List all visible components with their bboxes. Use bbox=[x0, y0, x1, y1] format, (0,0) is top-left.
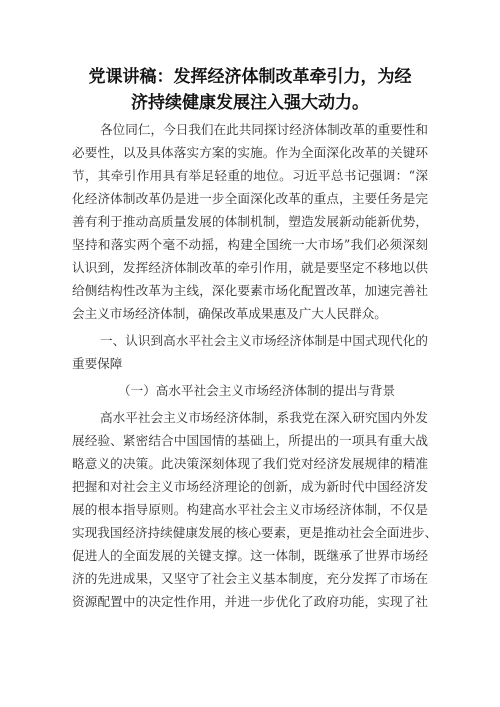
intro-paragraph-line: 化经济体制改革仍是进一步全面深化改革的重点，主要任务是完 bbox=[72, 191, 428, 206]
intro-paragraph-line: 认识到，发挥经济体制改革的牵引作用，就是要坚定不移地以供 bbox=[72, 260, 428, 275]
intro-paragraph-line: 必要性，以及具体落实方案的实施。作为全面深化改革的关键环 bbox=[72, 145, 428, 160]
intro-paragraph-line: 节，其牵引作用具有举足轻重的地位。习近平总书记强调：“深 bbox=[72, 168, 428, 183]
document-title-line-2: 济持续健康发展注入强大动力。 bbox=[131, 93, 369, 113]
intro-paragraph-line: 会主义市场经济体制，确保改革成果惠及广大人民群众。 bbox=[72, 306, 387, 321]
intro-paragraph-line: 各位同仁，今日我们在此共同探讨经济体制改革的重要性和 bbox=[100, 122, 428, 137]
body-paragraph-line: 资源配置中的决定性作用，并进一步优化了政府功能，实现了社 bbox=[72, 594, 428, 609]
intro-paragraph-line: 坚持和落实两个毫不动摇，构建全国统一大市场”我们必须深刻 bbox=[72, 237, 428, 252]
body-paragraph-line: 略意义的决策。此决策深刻体现了我们党对经济发展规律的精准 bbox=[72, 456, 428, 471]
body-paragraph-line: 高水平社会主义市场经济体制，系我党在深入研究国内外发 bbox=[100, 410, 428, 425]
body-paragraph-line: 把握和对社会主义市场经济理论的创新，成为新时代中国经济发 bbox=[72, 479, 428, 494]
document-title-line-1: 党课讲稿：发挥经济体制改革牵引力，为经 bbox=[88, 67, 412, 87]
section-heading: 一、认识到高水平社会主义市场经济体制是中国式现代化的 bbox=[100, 333, 428, 348]
subsection-heading: （一）高水平社会主义市场经济体制的提出与背景 bbox=[118, 383, 396, 398]
section-heading-continuation: 重要保障 bbox=[72, 356, 123, 371]
intro-paragraph-line: 给侧结构性改革为主线，深化要素市场化配置改革，加速完善社 bbox=[72, 283, 428, 298]
intro-paragraph-line: 善有利于推动高质量发展的体制机制，塑造发展新动能新优势， bbox=[72, 214, 428, 229]
body-paragraph-line: 展的根本指导原则。构建高水平社会主义市场经济体制，不仅是 bbox=[72, 502, 428, 517]
body-paragraph-line: 济的先进成果，又坚守了社会主义基本制度，充分发挥了市场在 bbox=[72, 571, 428, 586]
body-paragraph-line: 促进人的全面发展的关键支撑。这一体制，既继承了世界市场经 bbox=[72, 548, 428, 563]
body-paragraph-line: 展经验、紧密结合中国国情的基础上，所提出的一项具有重大战 bbox=[72, 433, 428, 448]
body-paragraph-line: 实现我国经济持续健康发展的核心要素，更是推动社会全面进步、 bbox=[72, 525, 438, 540]
